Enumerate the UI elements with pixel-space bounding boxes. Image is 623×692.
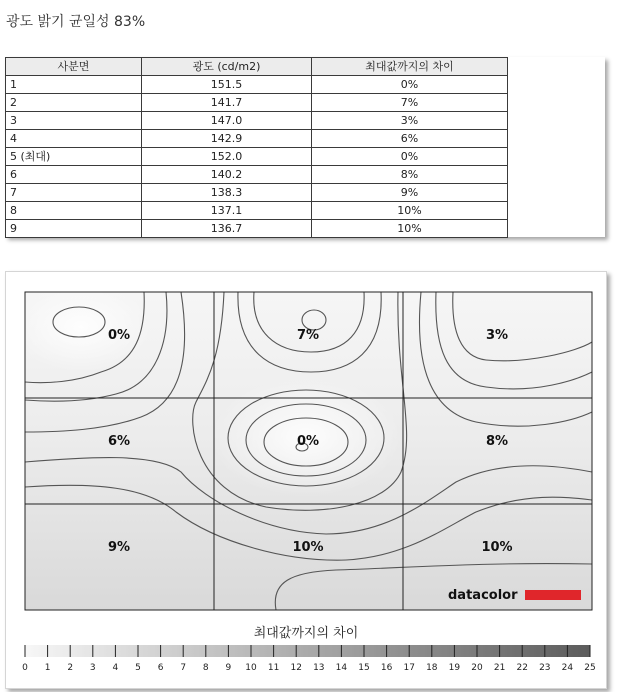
luminance-cell: 136.7 xyxy=(142,220,312,238)
datacolor-logo-text: datacolor xyxy=(448,588,518,603)
table-row xyxy=(6,148,508,166)
scale-tick-label: 17 xyxy=(403,663,415,673)
table-row xyxy=(6,220,508,238)
difference-cell: 10% xyxy=(312,220,508,238)
luminance-cell: 147.0 xyxy=(142,112,312,130)
difference-cell: 7% xyxy=(312,94,508,112)
scale-tick-label: 12 xyxy=(290,663,302,673)
scale-tick-label: 19 xyxy=(448,663,461,673)
page-title: 광도 밝기 균일성 83% xyxy=(6,14,146,30)
zone-2-label: 7% xyxy=(296,328,320,343)
scale-tick-label: 18 xyxy=(426,663,438,673)
quadrant-cell: 6 xyxy=(6,166,142,184)
quadrant-cell: 9 xyxy=(6,220,142,238)
scale-tick-label: 1 xyxy=(44,663,51,673)
table-row xyxy=(6,94,508,112)
table-row xyxy=(6,184,508,202)
header-luminance: 광도 (cd/m2) xyxy=(142,58,312,76)
header-quadrant: 사분면 xyxy=(6,58,142,76)
scale-tick-label: 23 xyxy=(539,663,551,673)
zone-9-label: 10% xyxy=(481,540,513,555)
difference-cell: 0% xyxy=(312,76,508,94)
scale-gradient-bar xyxy=(25,645,590,657)
quadrant-cell: 4 xyxy=(6,130,142,148)
scale-tick-label: 15 xyxy=(358,663,370,673)
scale-tick-label: 16 xyxy=(380,663,393,673)
zone-3-label: 3% xyxy=(485,328,509,343)
table-row xyxy=(6,202,508,220)
luminance-cell: 137.1 xyxy=(142,202,312,220)
zone-4-label: 6% xyxy=(107,434,131,449)
difference-cell: 0% xyxy=(312,148,508,166)
difference-cell: 10% xyxy=(312,202,508,220)
table-row xyxy=(6,112,508,130)
table-row xyxy=(6,76,508,94)
uniformity-heatmap xyxy=(6,272,606,688)
scale-tick-label: 22 xyxy=(516,663,528,673)
difference-cell: 6% xyxy=(312,130,508,148)
scale-tick-label: 0 xyxy=(22,663,28,673)
luminance-cell: 141.7 xyxy=(142,94,312,112)
quadrant-cell: 7 xyxy=(6,184,142,202)
scale-tick-label: 25 xyxy=(584,663,596,673)
scale-tick-label: 10 xyxy=(245,663,257,673)
difference-cell: 8% xyxy=(312,166,508,184)
zone-1-label: 0% xyxy=(107,328,131,343)
datacolor-logo-bar xyxy=(525,590,581,600)
uniformity-table xyxy=(5,57,508,238)
table-header-row xyxy=(6,58,508,76)
scale-tick-label: 13 xyxy=(313,663,325,673)
table-row xyxy=(6,130,508,148)
scale-tick-label: 14 xyxy=(335,663,348,673)
scale-tick-label: 9 xyxy=(225,663,232,673)
header-difference: 최대값까지의 차이 xyxy=(312,58,508,76)
quadrant-cell: 1 xyxy=(6,76,142,94)
scale-tick-label: 11 xyxy=(267,663,280,673)
uniformity-table-card xyxy=(5,57,605,237)
zone-5-label: 0% xyxy=(296,434,320,449)
luminance-cell: 142.9 xyxy=(142,130,312,148)
scale-tick-label: 20 xyxy=(471,663,483,673)
scale-tick-label: 2 xyxy=(67,663,74,673)
uniformity-map-card xyxy=(5,271,607,689)
quadrant-cell: 3 xyxy=(6,112,142,130)
quadrant-cell: 2 xyxy=(6,94,142,112)
scale-tick-label: 3 xyxy=(89,663,96,673)
scale-tick-label: 6 xyxy=(157,663,164,673)
quadrant-cell: 8 xyxy=(6,202,142,220)
zone-8-label: 10% xyxy=(292,540,324,555)
scale-tick-label: 21 xyxy=(493,663,506,673)
scale-tick-label: 4 xyxy=(112,663,119,673)
luminance-cell: 138.3 xyxy=(142,184,312,202)
difference-cell: 3% xyxy=(312,112,508,130)
zone-7-label: 9% xyxy=(107,540,131,555)
scale-tick-label: 5 xyxy=(135,663,141,673)
scale-tick-label: 7 xyxy=(180,663,187,673)
luminance-cell: 152.0 xyxy=(142,148,312,166)
luminance-cell: 140.2 xyxy=(142,166,312,184)
quadrant-cell: 5 (최대) xyxy=(6,148,142,166)
zone-6-label: 8% xyxy=(485,434,509,449)
table-row xyxy=(6,166,508,184)
scale-title: 최대값까지의 차이 xyxy=(253,626,359,641)
scale-tick-label: 8 xyxy=(202,663,209,673)
hotspot-top-left xyxy=(11,282,151,372)
scale-tick-label: 24 xyxy=(561,663,574,673)
luminance-cell: 151.5 xyxy=(142,76,312,94)
difference-cell: 9% xyxy=(312,184,508,202)
